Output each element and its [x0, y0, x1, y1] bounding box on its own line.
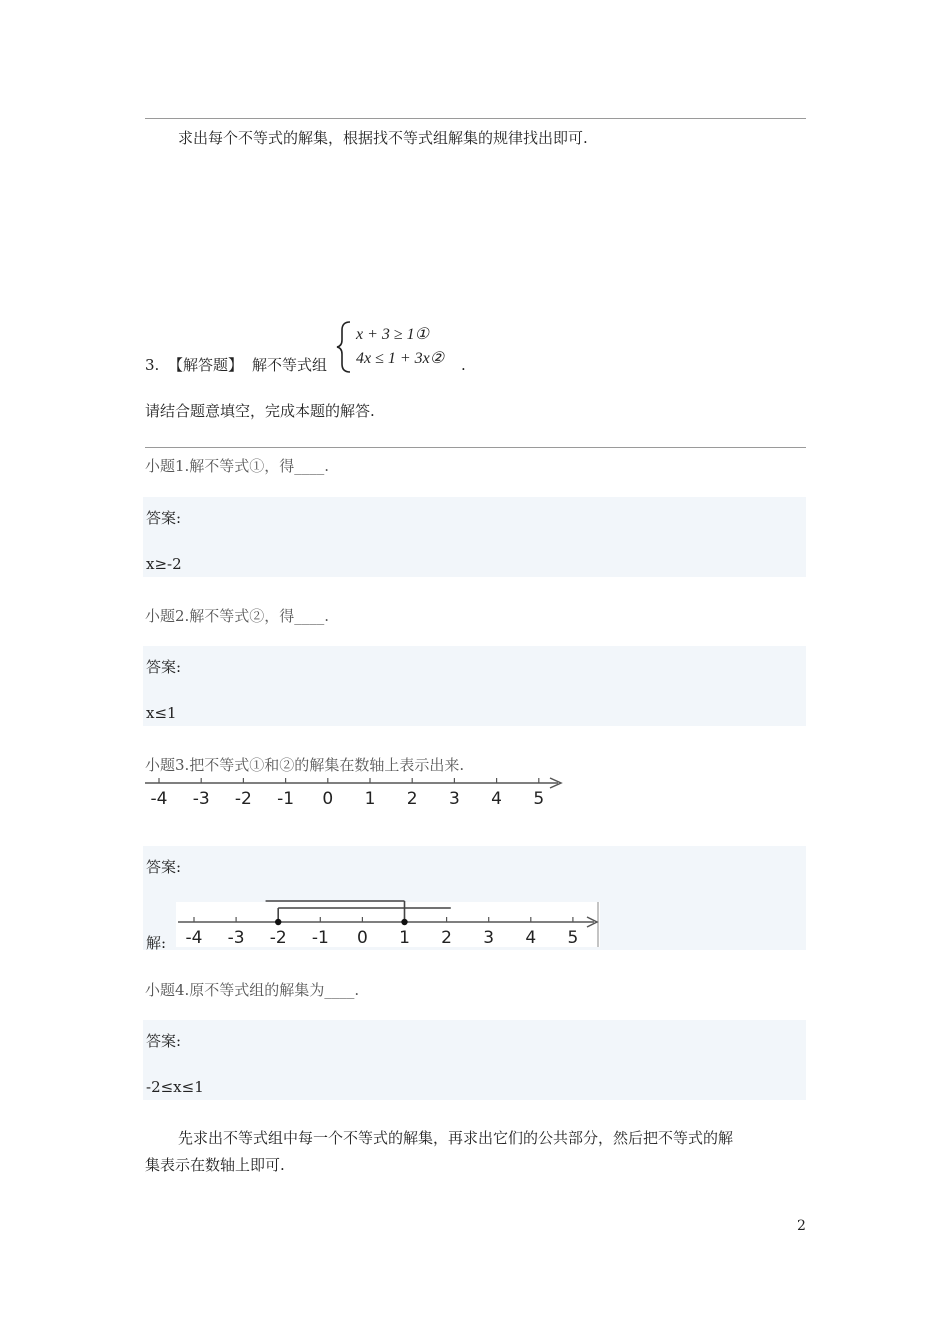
- analysis-line-2: 集表示在数轴上即可.: [145, 1156, 285, 1174]
- answer-value: x≥-2: [146, 555, 182, 573]
- tick-label: 0: [322, 789, 334, 809]
- answer-prefix: 解:: [146, 934, 167, 952]
- tick-label: -2: [269, 928, 287, 948]
- answer-label: 答案:: [146, 509, 182, 527]
- sub-question-3: 小题3.把不等式①和②的解集在数轴上表示出来.: [145, 756, 465, 774]
- tick-label: 0: [356, 928, 368, 948]
- sub-question-2: 小题2.解不等式②，得____.: [145, 607, 330, 625]
- tick-label: 1: [399, 928, 410, 948]
- page-number: 2: [797, 1218, 806, 1234]
- separator-questions: [145, 447, 806, 448]
- tick-label: -4: [185, 928, 203, 948]
- number-line-blank: [143, 774, 568, 810]
- solid-point-left: [275, 919, 281, 925]
- tick-label: 2: [441, 928, 453, 948]
- solid-point-right: [401, 919, 407, 925]
- analysis-hint-q2: 求出每个不等式的解集，根据找不等式组解集的规律找出即可.: [178, 129, 588, 147]
- answer-label: 答案:: [146, 858, 182, 876]
- tick-label: 1: [364, 789, 376, 809]
- tick-label: 5: [567, 928, 579, 948]
- answer-label: 答案:: [146, 658, 182, 676]
- question-3-number: 3.: [145, 356, 160, 374]
- tick-label: -3: [192, 789, 210, 809]
- answer-value: x≤1: [146, 704, 177, 722]
- brace-icon: [337, 322, 350, 372]
- tick-label: -4: [150, 789, 168, 809]
- number-line-solution: [176, 895, 602, 949]
- tick-label: -1: [277, 789, 295, 809]
- tick-label: -2: [234, 789, 252, 809]
- analysis-line-1: 先求出不等式组中每一个不等式的解集，再求出它们的公共部分，然后把不等式的解: [178, 1129, 734, 1147]
- question-3-instruction: 请结合题意填空，完成本题的解答.: [145, 402, 375, 420]
- answer-value: -2≤x≤1: [146, 1078, 204, 1096]
- answer-box-4: [143, 1020, 806, 1100]
- question-3-tag: 【解答题】: [168, 356, 244, 374]
- tick-label: 3: [448, 789, 460, 809]
- answer-label: 答案:: [146, 1032, 182, 1050]
- answer-box-2: [143, 646, 806, 726]
- sub-question-1: 小题1.解不等式①，得____.: [145, 457, 330, 475]
- question-3-end: .: [461, 356, 466, 374]
- tick-label: 2: [406, 789, 418, 809]
- tick-label: -3: [227, 928, 245, 948]
- answer-box-1: [143, 497, 806, 577]
- separator-top: [145, 118, 806, 119]
- question-3-stem: 解不等式组: [252, 356, 328, 374]
- tick-label: 4: [491, 789, 503, 809]
- tick-label: 3: [483, 928, 495, 948]
- inequality-2: 4x ≤ 1 + 3x②: [356, 350, 445, 367]
- inequality-1: x + 3 ≥ 1①: [356, 326, 430, 343]
- tick-label: 4: [525, 928, 537, 948]
- tick-label: 5: [533, 789, 545, 809]
- sub-question-4: 小题4.原不等式组的解集为____.: [145, 981, 360, 999]
- tick-label: -1: [311, 928, 329, 948]
